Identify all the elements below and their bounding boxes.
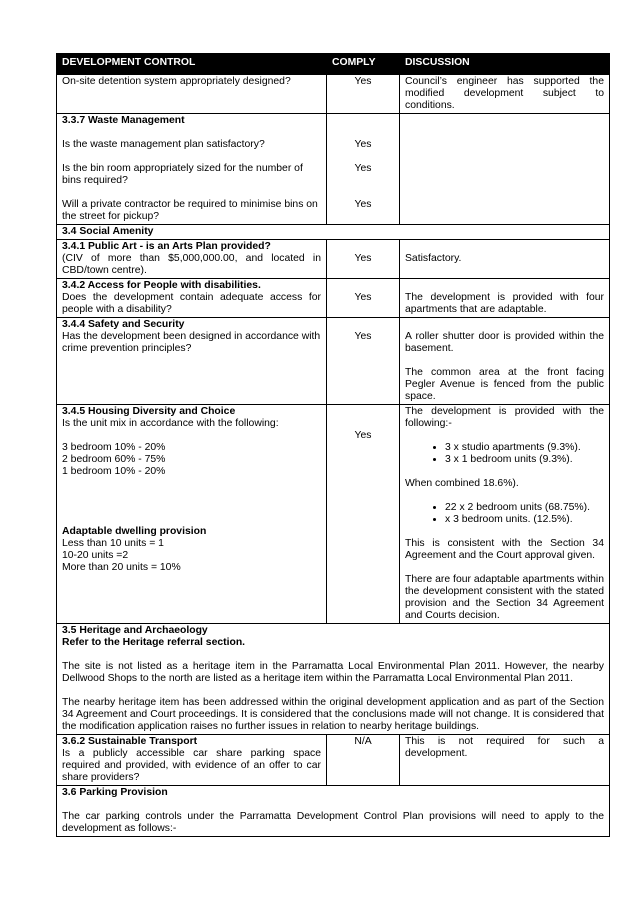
table-row (57, 318, 610, 405)
section-heading: 3.6 Parking Provision (62, 787, 168, 798)
comply-value: Yes (354, 253, 372, 264)
control-text: Will a private contractor be required to minimise bins on the street for pickup? (62, 199, 318, 222)
control-cell (57, 318, 327, 405)
control-text: Is a publicly accessible car share parking space required and provided, with evidence of an offer to car share providers? (62, 748, 321, 783)
table-row (57, 279, 610, 318)
discussion-cell (400, 279, 610, 318)
control-text: Is the unit mix in accordance with the following: (62, 418, 279, 429)
discussion-text: Council’s engineer has supported the modified development subject to conditions. (405, 76, 604, 111)
header-development-control: DEVELOPMENT CONTROL (57, 54, 327, 75)
control-cell (57, 240, 327, 279)
section-heading: 3.4.5 Housing Diversity and Choice (62, 406, 236, 417)
list-item: • x 3 bedroom units. (12.5%). (445, 514, 604, 526)
header-discussion: DISCUSSION (400, 54, 610, 75)
discussion-text: Satisfactory. (405, 253, 462, 264)
comply-cell (327, 735, 400, 786)
comply-cell (327, 75, 400, 114)
paragraph: The nearby heritage item has been addressed within the original development application and as part of the Section 34 Agreement and Court proceedings. It is considered that the conclusions made will not change. It is considered that the modification application raises no further issues in relation to nearby heritage buildings. (62, 697, 604, 732)
list-item: Less than 10 units = 1 (62, 538, 164, 549)
section-heading: 3.4.2 Access for People with disabilities. (62, 280, 261, 291)
section-subheading: Refer to the Heritage referral section. (62, 637, 246, 648)
list-item: • 3 x studio apartments (9.3%). (445, 442, 604, 454)
control-cell (57, 279, 327, 318)
discussion-cell (400, 735, 610, 786)
discussion-cell (400, 405, 610, 624)
list-item: • 22 x 2 bedroom units (68.75%). (445, 502, 604, 514)
table-row (57, 624, 610, 735)
discussion-text: When combined 18.6%). (405, 478, 519, 489)
comply-value: Yes (354, 163, 372, 174)
control-text: On-site detention system appropriately designed? (62, 76, 291, 87)
control-text: Does the development contain adequate access for people with a disability? (62, 292, 321, 315)
comply-cell (327, 318, 400, 405)
parking-cell (57, 786, 610, 837)
discussion-text: The development is provided with four apartments that are adaptable. (405, 292, 604, 315)
discussion-text: A roller shutter door is provided within the basement. (405, 331, 604, 354)
table-header-row (57, 54, 610, 75)
comply-value: Yes (354, 199, 372, 210)
section-heading: 3.4.4 Safety and Security (62, 319, 185, 330)
control-text: Is the waste management plan satisfactory? (62, 139, 265, 150)
bullet-list (405, 502, 604, 526)
bullet-list (405, 442, 604, 466)
section-heading: Adaptable dwelling provision (62, 526, 207, 537)
list-item: More than 20 units = 10% (62, 562, 181, 573)
discussion-text: The common area at the front facing Pegler Avenue is fenced from the public space. (405, 367, 604, 402)
comply-value: Yes (354, 331, 372, 342)
control-cell (57, 735, 327, 786)
comply-value: Yes (354, 430, 372, 441)
development-control-table (56, 53, 610, 837)
heritage-cell (57, 624, 610, 735)
list-item: 3 bedroom 10% - 20% (62, 442, 166, 453)
section-heading: 3.3.7 Waste Management (62, 115, 185, 126)
discussion-text: There are four adaptable apartments within the development consistent with the stated provision and the Section 34 Agreement and Courts decision. (405, 574, 604, 621)
list-item: 2 bedroom 60% - 75% (62, 454, 166, 465)
section-heading: 3.5 Heritage and Archaeology (62, 625, 208, 636)
comply-cell (327, 240, 400, 279)
section-heading-cell (57, 225, 610, 240)
list-item: 10-20 units =2 (62, 550, 129, 561)
table-row (57, 240, 610, 279)
control-cell (57, 75, 327, 114)
table-row (57, 225, 610, 240)
comply-value: Yes (354, 292, 372, 303)
table-row (57, 75, 610, 114)
control-cell (57, 405, 327, 624)
discussion-cell (400, 318, 610, 405)
page (56, 53, 610, 837)
list-item: • 3 x 1 bedroom units (9.3%). (445, 454, 604, 466)
table-row (57, 735, 610, 786)
control-text: (CIV of more than $5,000,000.00, and located in CBD/town centre). (62, 253, 321, 276)
paragraph: The car parking controls under the Parramatta Development Control Plan provisions will need to apply to the development as follows:- (62, 811, 604, 834)
comply-value: Yes (354, 76, 372, 87)
discussion-cell (400, 114, 610, 225)
comply-cell (327, 279, 400, 318)
section-heading: 3.6.2 Sustainable Transport (62, 736, 198, 747)
table-row (57, 786, 610, 837)
comply-cell (327, 405, 400, 624)
header-comply: COMPLY (327, 54, 400, 75)
list-item: 1 bedroom 10% - 20% (62, 466, 166, 477)
paragraph: The site is not listed as a heritage item in the Parramatta Local Environmental Plan 2011. However, the nearby Dellwood Shops to the north are listed as a heritage item within the Parramatta Local Environmental Plan 2011. (62, 661, 604, 684)
discussion-cell (400, 240, 610, 279)
table-row (57, 405, 610, 624)
discussion-text: This is not required for such a development. (405, 736, 604, 759)
discussion-cell (400, 75, 610, 114)
discussion-text: The development is provided with the following:- (405, 406, 604, 429)
comply-value: Yes (354, 139, 372, 150)
control-text: Is the bin room appropriately sized for the number of bins required? (62, 163, 303, 186)
comply-cell (327, 114, 400, 225)
comply-value: N/A (354, 736, 372, 747)
section-heading: 3.4 Social Amenity (62, 226, 154, 237)
table-row (57, 114, 610, 225)
control-text: Has the development been designed in accordance with crime prevention principles? (62, 331, 321, 354)
control-cell (57, 114, 327, 225)
section-heading: 3.4.1 Public Art - is an Arts Plan provided? (62, 241, 271, 252)
discussion-text: This is consistent with the Section 34 Agreement and the Court approval given. (405, 538, 604, 561)
